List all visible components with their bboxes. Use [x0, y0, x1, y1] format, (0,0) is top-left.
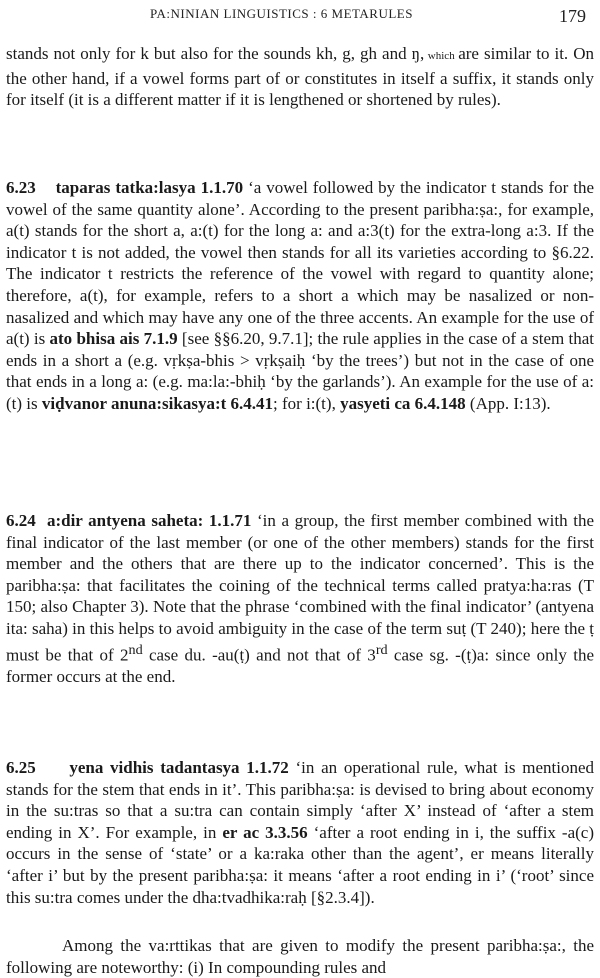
section-number: 6.25	[6, 758, 36, 777]
section-6-24	[6, 510, 594, 687]
text: ‘in an operational rule, what is mentioned stands for the stem that ends in it’. This paribha:ṣa: is devised to bring about economy in the su:tras so that a su:tra can contain simply ‘after X’ instead of ‘after a stem ending in X’. For example, in	[6, 758, 594, 842]
sutra-reference: taparas tatka:lasya 1.1.70	[55, 178, 244, 197]
page-number: 179	[559, 6, 586, 26]
text: are similar to it. On the other hand, if a vowel forms part of or constitutes in itself a suffix, it stands only for itself (it is a different matter if it is lengthened or shortened by rules).	[6, 44, 594, 110]
text: ‘a vowel followed by the indicator t stands for the vowel of the same quantity alone’. According to the present paribha:ṣa:, for example, a(t) stands for the short a, a:(t) for the long a: and a:3(t) for the extra-long a:3. If the indicator t is not added, the vowel then stands for all its varieties according to §6.22. The indicator t restricts the reference of the vowel with regard to quantity alone; therefore, a(t), for example, refers to a short a which may be nasalized or non-nasalized and which may have any one of the three accents. An example for the use of a(t) is	[6, 178, 594, 349]
sutra-reference: viḍvanor anuna:sikasya:t 6.4.41	[41, 393, 274, 413]
text: stands not only for k but also for the sounds kh, g, gh and ŋ,	[6, 44, 425, 63]
text: (App. I:13).	[465, 393, 551, 413]
paragraph-varttikas	[6, 935, 594, 978]
sutra-reference: yena vidhis tadantasya 1.1.72	[69, 758, 289, 777]
text: ‘after a root ending in i, the suffix -a(c) occurs in the sense of ‘state’ or a ka:raka other than the agent’, er means literally ‘after i’ but by the present paribha:ṣa: it means ‘after a root ending in i’ (‘root’ since this su:tra comes under the dha:tvadhika:raḥ [§2.3.4]).	[6, 822, 594, 907]
section-6-23	[6, 177, 594, 415]
superscript: rd	[375, 641, 388, 658]
text: ; for i:(t),	[273, 393, 341, 413]
sutra-reference: er ac 3.3.56	[222, 822, 308, 842]
section-number: 6.23	[6, 178, 36, 197]
small-text: which	[424, 50, 459, 62]
text: case sg. -(ṭ)a: since only the former occurs at the end.	[6, 645, 594, 686]
running-header: PA:NINIAN LINGUISTICS : 6 METARULES	[150, 6, 413, 21]
sutra-reference: a:dir antyena saheta: 1.1.71	[46, 511, 252, 530]
superscript: nd	[128, 641, 143, 658]
section-6-25	[6, 757, 594, 908]
section-number: 6.24	[6, 511, 36, 530]
paragraph-continuation	[6, 43, 594, 111]
text: Among the va:rttikas that are given to modify the present paribha:ṣa:, the following are noteworthy: (i) In compounding rules and	[6, 936, 594, 977]
sutra-reference: ato bhisa ais 7.1.9	[49, 329, 178, 349]
text: ‘in a group, the first member combined with the final indicator of the last member (or one of the other members) stands for the first member and the others that are there up to the indicator concerned’. This is the paribha:ṣa: that facilitates the coining of the technical terms called pratya:ha:ras (T 150; also Chapter 3). Note that the phrase ‘combined with the final indicator’ (antyena ita: saha) in this helps to avoid ambiguity in the case of the term suṭ (T 240); here the ṭ must be that of 2	[6, 511, 594, 665]
text: case du. -au(ṭ) and not that of 3	[142, 645, 376, 665]
sutra-reference: yasyeti ca 6.4.148	[340, 393, 466, 413]
text: [see §§6.20, 9.7.1]; the rule applies in the case of a stem that ends in a short a (e.g. vṛkṣa-bhis > vṛkṣaiḥ ‘by the trees’) but not in the case of one that ends in a long a: (e.g. ma:la:-bhiḥ ‘by the garlands’). An example for the use of a:(t) is	[6, 329, 595, 413]
